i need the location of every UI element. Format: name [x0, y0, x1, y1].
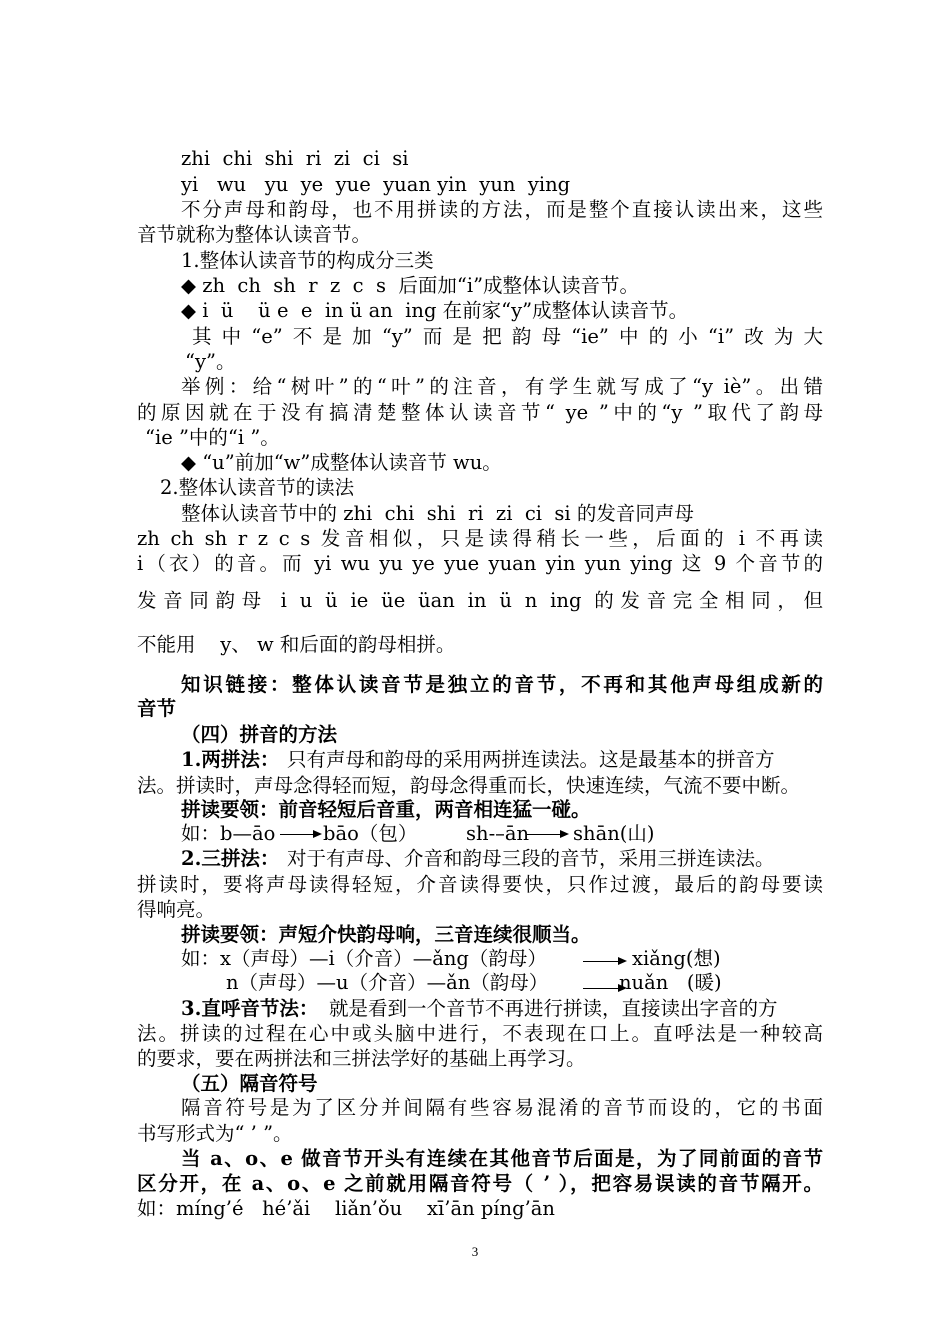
section-heading: 1.整体认读音节的构成分三类 — [181, 249, 434, 272]
arrow-icon — [527, 834, 567, 835]
text-line: “ie ”中的“i ”。 — [145, 426, 280, 449]
text-line: 举例：给“树叶”的“叶”的注音，有学生就写成了“y iè”。出错 — [181, 375, 823, 398]
text-line: 不能用 y、 w 和后面的韵母相拼。 — [137, 633, 456, 656]
section-heading: 2.整体认读音节的读法 — [160, 476, 355, 499]
text-line: “y”。 — [185, 350, 236, 373]
rule-text: 区分开，在 a、o、e 之前就用隔音符号（ ’ ），把容易误读的音节隔开。 — [137, 1172, 823, 1195]
page-number: 3 — [471, 1244, 479, 1259]
method-title: 3.直呼音节法： — [181, 997, 319, 1020]
key-point: 拼读要领：声短介快韵母响，三音连续很顺当。 — [181, 923, 591, 946]
text-line: yi wu yu ye yue yuan yin yun ying — [181, 173, 571, 196]
text-line: i（衣）的音。而 yi wu yu ye yue yuan yin yun ying 这 9 个音节的 — [137, 552, 823, 575]
text-line: zhi chi shi ri zi ci si — [181, 147, 409, 170]
text-line: 发音同韵母 i u ü ie üe üan in ü n ing 的发音完全相同，但 — [137, 589, 823, 612]
text-line: 得响亮。 — [137, 898, 216, 921]
knowledge-link: 音节 — [137, 697, 177, 720]
method-title: 2.三拼法： — [181, 847, 280, 870]
text-line: 不分声母和韵母，也不用拼读的方法，而是整个直接认读出来，这些 — [181, 198, 823, 221]
text-line: 的要求，要在两拼法和三拼法学好的基础上再学习。 — [137, 1047, 586, 1070]
example: bāo（包） — [323, 822, 418, 845]
example: xiǎng(想) — [632, 947, 721, 970]
example: nuǎn (暖) — [619, 971, 722, 994]
text-line: 的原因就在于没有搞清楚整体认读音节“ ye ”中的“y ”取代了韵母 — [137, 401, 823, 424]
example: 如：míng’é hé’ǎi liǎn’ǒu xī’ān píng’ān — [137, 1197, 555, 1220]
text-line: 书写形式为“ ’ ”。 — [137, 1122, 293, 1145]
text-line: 就是看到一个音节不再进行拼读，直接读出字音的方 — [329, 997, 778, 1020]
text-line: zh ch sh r z c s 发音相似，只是读得稍长一些，后面的 i 不再读 — [137, 527, 823, 550]
arrow-icon — [280, 834, 320, 835]
rule-text: 当 a、o、e 做音节开头有连续在其他音节后面是，为了同前面的音节 — [181, 1147, 823, 1170]
knowledge-link: 知识链接：整体认读音节是独立的音节，不再和其他声母组成新的 — [181, 673, 823, 696]
method-title: 1.两拼法： — [181, 748, 280, 771]
key-point: 拼读要领：前音轻短后音重，两音相连猛一碰。 — [181, 798, 591, 821]
text-line: 对于有声母、介音和韵母三段的音节，采用三拼连读法。 — [287, 847, 775, 870]
section-heading: （四）拼音的方法 — [181, 723, 338, 746]
text-line: 法。拼读的过程在心中或头脑中进行，不表现在口上。直呼法是一种较高 — [137, 1022, 823, 1045]
section-heading: （五）隔音符号 — [181, 1072, 318, 1095]
text-line: 音节就称为整体认读音节。 — [137, 223, 372, 246]
arrow-icon — [583, 961, 625, 962]
example: 如：x（声母）—i（介音）—ǎng（韵母） — [181, 947, 547, 970]
bullet-item: ◆ zh ch sh r z c s 后面加“i”成整体认读音节。 — [181, 274, 640, 297]
text-line: 只有声母和韵母的采用两拼连读法。这是最基本的拼音方 — [287, 748, 775, 771]
text-line: 隔音符号是为了区分并间隔有些容易混淆的音节而设的，它的书面 — [181, 1096, 823, 1119]
example: n（声母）—u（介音）—ǎn（韵母） — [226, 971, 549, 994]
example: shān(山) — [573, 822, 655, 845]
example: 如：b—āo — [181, 822, 276, 845]
text-line: 拼读时，要将声母读得轻短，介音读得要快，只作过渡，最后的韵母要读 — [137, 873, 823, 896]
bullet-item: ◆ “u”前加“w”成整体认读音节 wu。 — [181, 451, 502, 474]
text-line: 整体认读音节中的 zhi chi shi ri zi ci si 的发音同声母 — [181, 502, 694, 525]
bullet-item: ◆ i ü ü e e in ü an ing 在前家“y”成整体认读音节。 — [181, 299, 689, 322]
text-line: 其中“e”不是加“y”而是把韵母“ie”中的小“i”改为大 — [192, 325, 823, 348]
example: sh-–ān — [466, 822, 530, 845]
text-line: 法。拼读时，声母念得轻而短，韵母念得重而长，快速连续，气流不要中断。 — [137, 774, 801, 797]
